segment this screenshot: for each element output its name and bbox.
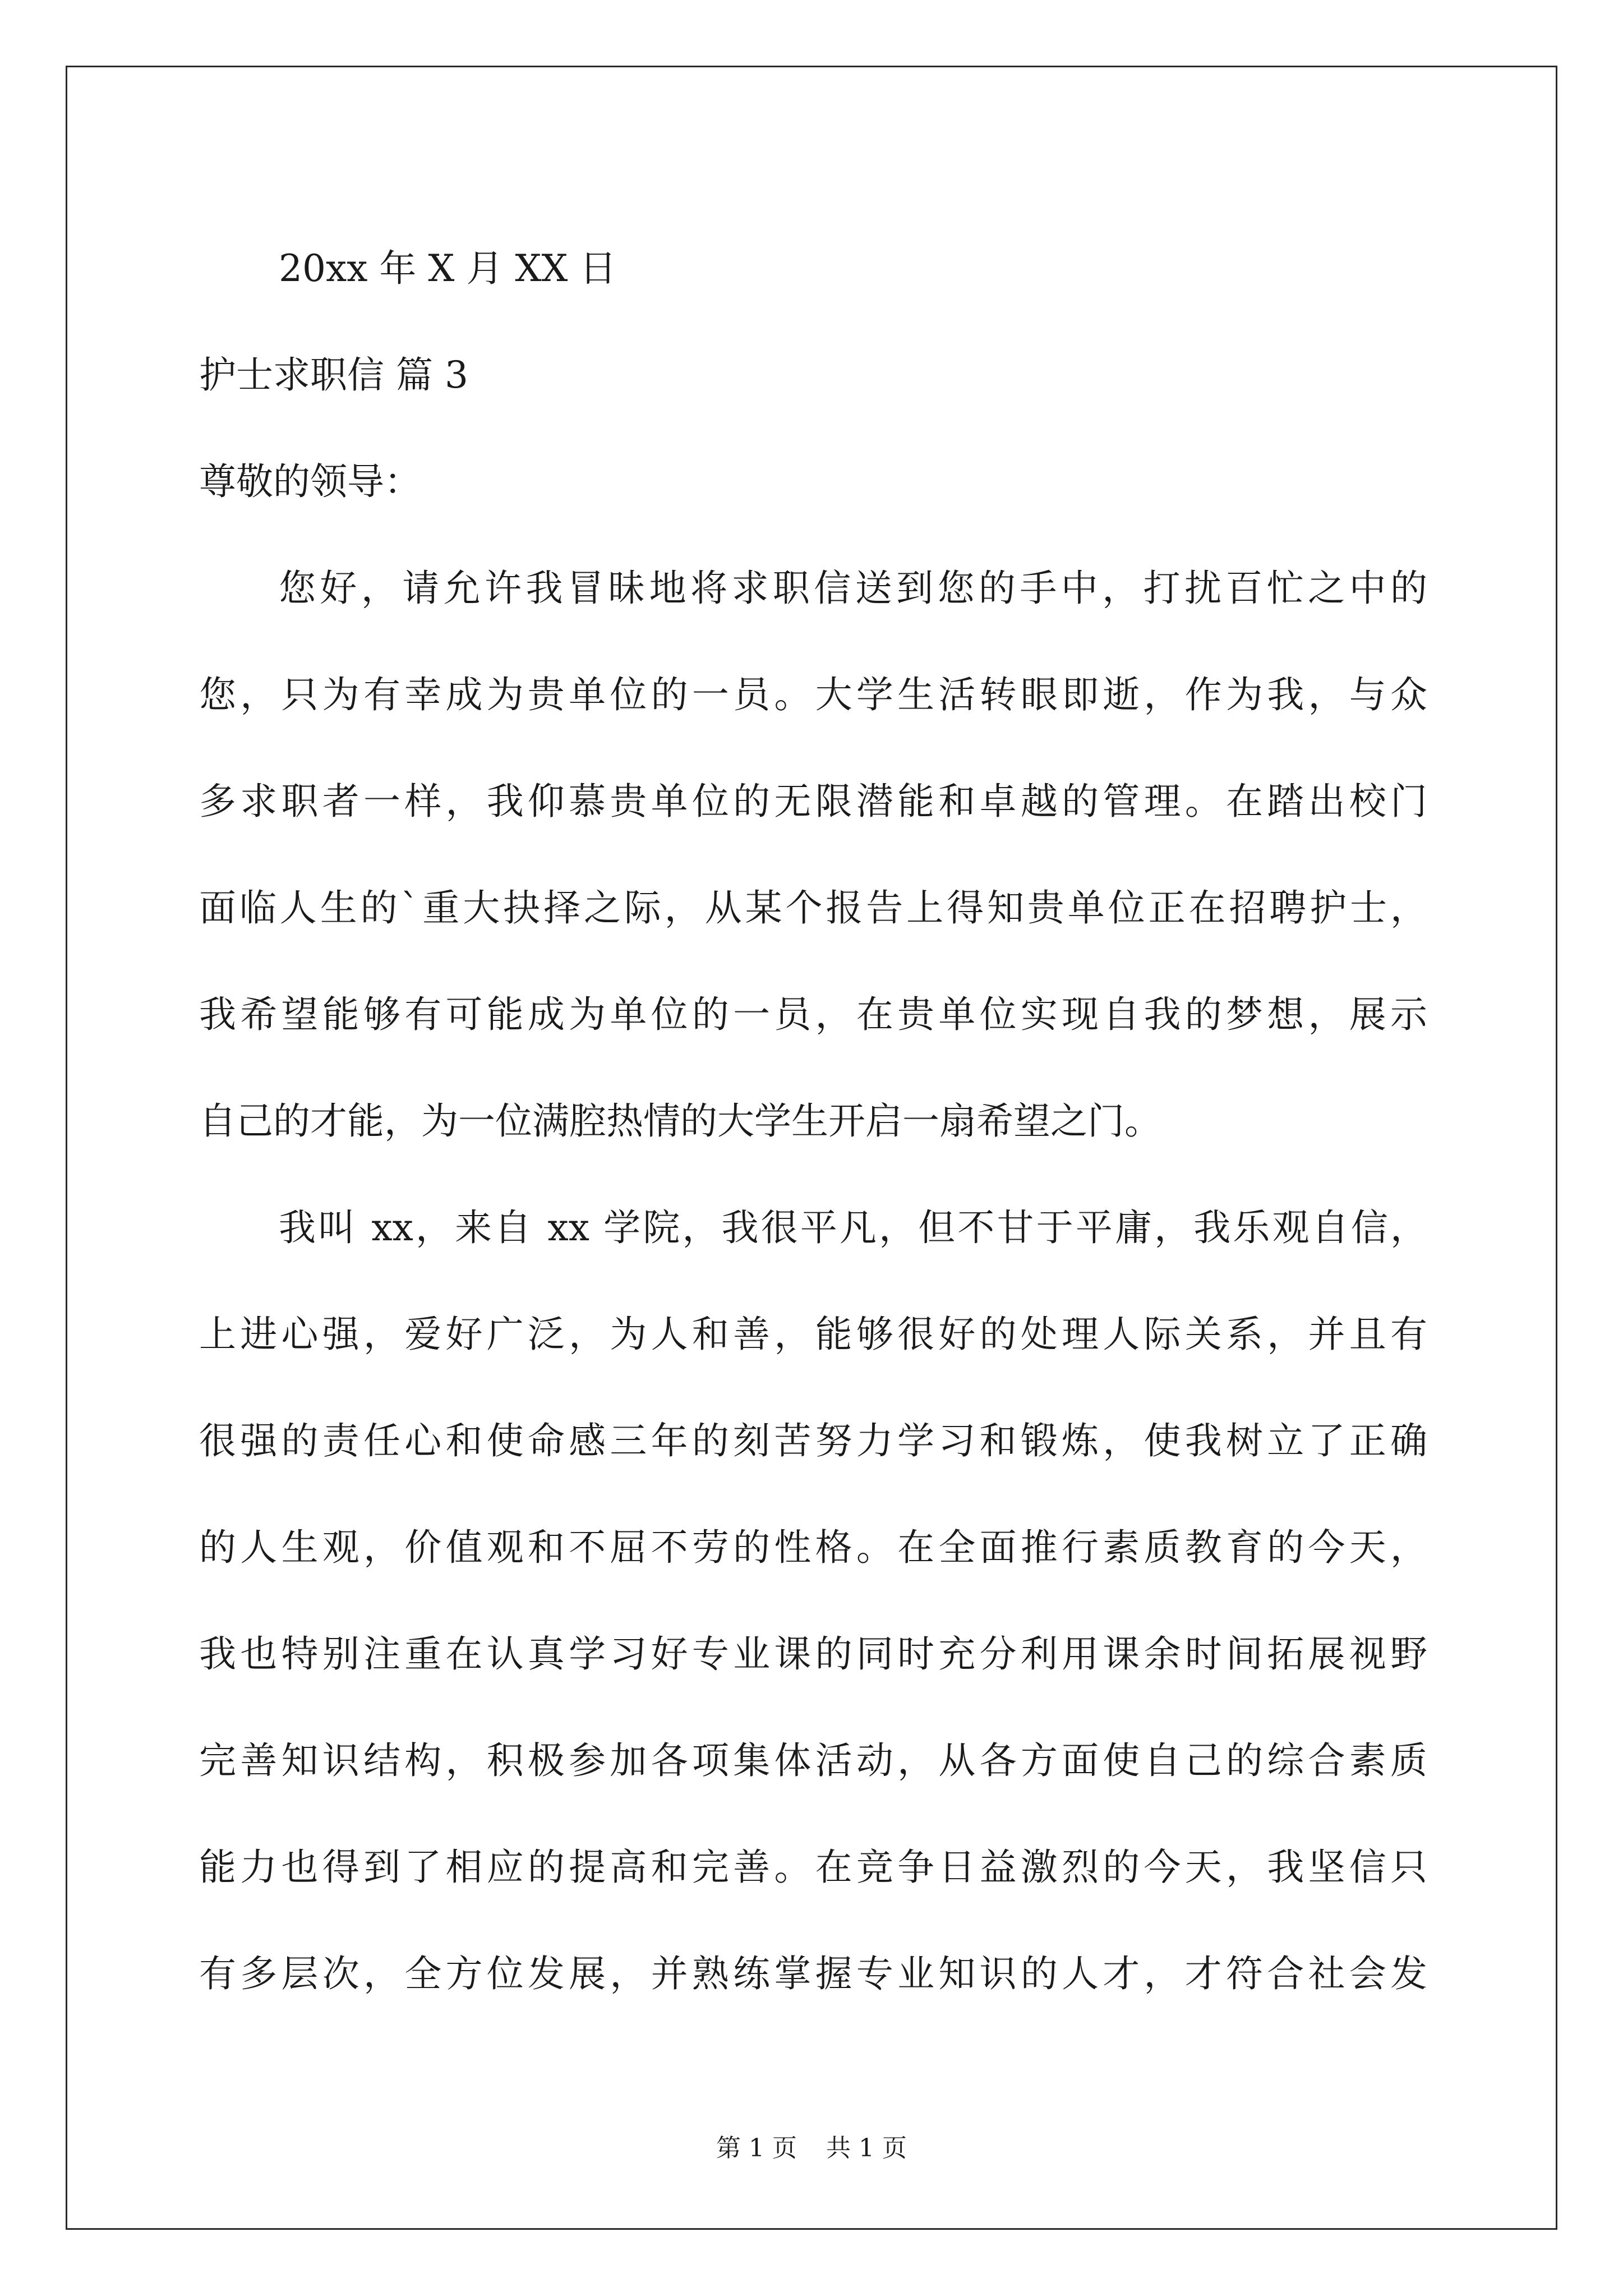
paragraph-line: 您好，请允许我冒昧地将求职信送到您的手中，打扰百忙之中的	[279, 567, 1427, 610]
paragraph-line: 我希望能够有可能成为单位的一员，在贵单位实现自我的梦想，展示	[199, 993, 1427, 1036]
paragraph-line: 能力也得到了相应的提高和完善。在竞争日益激烈的今天，我坚信只	[199, 1846, 1427, 1889]
page-number: 第 1 页	[716, 2134, 797, 2162]
document-body	[199, 215, 1427, 2027]
paragraph-line: 的人生观，价值观和不屈不劳的性格。在全面推行素质教育的今天，	[199, 1526, 1427, 1569]
paragraph-line: 我叫 xx，来自 xx 学院，我很平凡，但不甘于平庸，我乐观自信，	[279, 1206, 1427, 1249]
page-total: 共 1 页	[826, 2134, 907, 2162]
salutation: 尊敬的领导：	[199, 460, 421, 503]
paragraph-line: 自己的才能，为一位满腔热情的大学生开启一扇希望之门。	[199, 1099, 1161, 1143]
paragraph-line: 您，只为有幸成为贵单位的一员。大学生活转眼即逝，作为我，与众	[199, 673, 1427, 716]
paragraph-line: 上进心强，爱好广泛，为人和善，能够很好的处理人际关系，并且有	[199, 1313, 1427, 1356]
page-footer	[0, 2132, 1623, 2165]
paragraph-line: 我也特别注重在认真学习好专业课的同时充分利用课余时间拓展视野	[199, 1632, 1427, 1676]
section-title: 护士求职信 篇 3	[199, 353, 468, 397]
paragraph-line: 面临人生的`重大抉择之际，从某个报告上得知贵单位正在招聘护士，	[199, 886, 1427, 930]
paragraph-2	[199, 1175, 1427, 2027]
paragraph-line: 多求职者一样，我仰慕贵单位的无限潜能和卓越的管理。在踏出校门	[199, 780, 1427, 823]
paragraph-line: 完善知识结构，积极参加各项集体活动，从各方面使自己的综合素质	[199, 1739, 1427, 1782]
paragraph-line: 很强的责任心和使命感三年的刻苦努力学习和锻炼，使我树立了正确	[199, 1419, 1427, 1462]
paragraph-line: 有多层次，全方位发展，并熟练掌握专业知识的人才，才符合社会发	[199, 1952, 1427, 1995]
date-line: 20xx 年 X 月 XX 日	[279, 247, 617, 290]
paragraph-1	[199, 535, 1427, 1175]
